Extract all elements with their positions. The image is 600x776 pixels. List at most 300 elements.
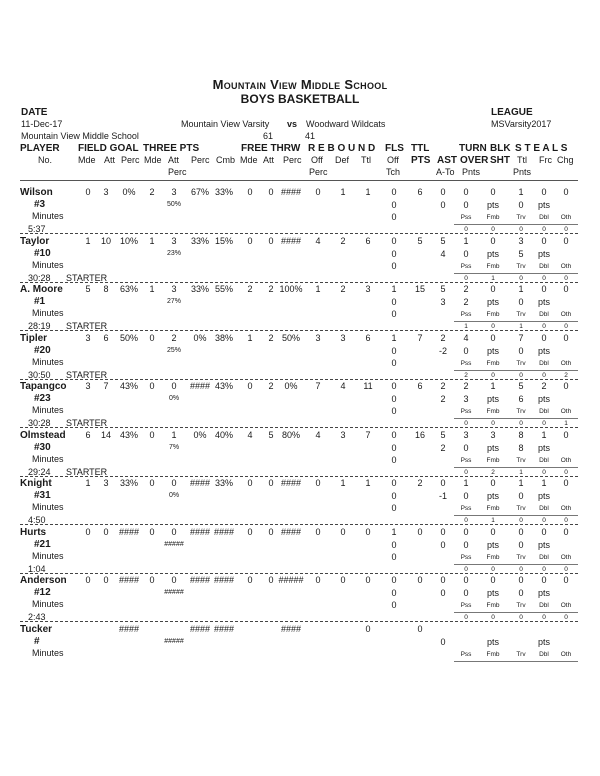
turnover-count: 0 [519, 275, 523, 282]
stat-ft-p: #### [280, 527, 302, 537]
pts-label: pts [537, 637, 550, 647]
stat-cmb: 55% [214, 284, 233, 294]
stat-fg-a: 3 [103, 478, 109, 488]
turnover-type-label: Oth [560, 408, 572, 415]
stat-ft-p: 0% [284, 381, 298, 391]
stat-st-c: 0 [563, 187, 569, 197]
stat-fg-a: 14 [100, 430, 111, 440]
stat-st-f: 0 [541, 333, 547, 343]
stat-tp-p: #### [189, 478, 211, 488]
stat-ft-m: 0 [247, 236, 253, 246]
fouls-touch: 0 [391, 600, 397, 610]
stat-fg-a: 10 [100, 236, 111, 246]
stat-ft-m: 4 [247, 430, 253, 440]
stat-st-t: 0 [518, 575, 524, 585]
turnover-count: 0 [491, 372, 495, 379]
stat-reb-o: 0 [315, 478, 321, 488]
turnover-type-label: Pss [460, 360, 472, 367]
stat-tp-m: 0 [149, 333, 155, 343]
turnover-subrule [454, 467, 578, 468]
minutes-label: Minutes [32, 599, 64, 609]
row-separator [20, 476, 578, 477]
stat-ft-p: 80% [281, 430, 300, 440]
stat-reb-t: 0 [365, 575, 371, 585]
player-number: #12 [34, 587, 51, 598]
stat-st-f: 0 [541, 575, 547, 585]
turnover-points: 0 [463, 200, 469, 210]
turnover-points: 0 [463, 346, 469, 356]
pts-label: pts [537, 540, 550, 550]
stat-st-t: 5 [518, 381, 524, 391]
stat-fg-p: #### [118, 624, 140, 634]
turnover-count: 0 [519, 420, 523, 427]
fouls-offensive: 0 [391, 443, 397, 453]
stat-fg-p: 43% [119, 430, 138, 440]
stat-ast: 0 [440, 527, 446, 537]
stat-tp-a: 3 [171, 236, 177, 246]
fouls-touch: 0 [391, 406, 397, 416]
stat-reb-t: 1 [365, 478, 371, 488]
pts-label: pts [537, 443, 550, 453]
turnover-count: 0 [564, 275, 568, 282]
stat-ttl: 7 [417, 333, 423, 343]
turnover-type-label: Fmb [486, 602, 500, 609]
stat-fls: 0 [391, 381, 397, 391]
fouls-offensive: 0 [391, 249, 397, 259]
pts-label: pts [486, 491, 499, 501]
fouls-offensive: 0 [391, 346, 397, 356]
stat-reb-d: 2 [340, 236, 346, 246]
turnover-type-label: Oth [560, 457, 572, 464]
stat-reb-d: 3 [340, 430, 346, 440]
minutes-label: Minutes [32, 405, 64, 415]
stat-reb-t: 3 [365, 284, 371, 294]
stat-reb-t: 6 [365, 236, 371, 246]
turnover-type-label: Pss [460, 311, 472, 318]
stat-tp-a: 0 [171, 381, 177, 391]
stat-reb-o: 1 [315, 284, 321, 294]
three-pt-attempt-perc: 27% [166, 298, 181, 305]
column-header: Perc [168, 167, 187, 177]
minutes-played: 2:43 [28, 612, 46, 622]
starter-badge: STARTER [66, 273, 108, 283]
stat-ft-p: #### [280, 236, 302, 246]
pts-label: pts [537, 297, 550, 307]
stat-st-f: 0 [541, 527, 547, 537]
stat-ft-p: #### [280, 478, 302, 488]
fouls-touch: 0 [391, 552, 397, 562]
stat-ft-p: ##### [278, 575, 304, 585]
stat-st-c: 0 [563, 284, 569, 294]
turnover-count: 0 [564, 469, 568, 476]
stat-blk: 0 [490, 333, 496, 343]
row-separator [20, 233, 578, 234]
turnover-count: 0 [491, 323, 495, 330]
three-pt-attempt-perc: ##### [164, 638, 184, 645]
stat-ft-a: 0 [268, 478, 274, 488]
pts-label: pts [486, 443, 499, 453]
stat-tp-p: #### [189, 381, 211, 391]
assist-turnover-ratio: 2 [440, 394, 446, 404]
assist-turnover-ratio: -1 [438, 491, 447, 501]
player-name: Tipler [20, 333, 48, 344]
stat-ast: 5 [440, 430, 446, 440]
stat-ft-a: 5 [268, 430, 274, 440]
assist-turnover-ratio: 0 [440, 637, 446, 647]
stat-st-f: 1 [541, 478, 547, 488]
turnover-subrule [454, 418, 578, 419]
turnover-count: 1 [491, 517, 495, 524]
pts-label: pts [537, 394, 550, 404]
game-location: Mountain View Middle School [21, 131, 139, 141]
stat-ft-m: 0 [247, 575, 253, 585]
turnover-count: 0 [519, 614, 523, 621]
stat-st-c: 0 [563, 381, 569, 391]
stat-cmb: #### [213, 575, 235, 585]
turnover-subrule [454, 224, 578, 225]
stat-ft-p: 100% [279, 284, 303, 294]
minutes-played: 30:28 [28, 273, 51, 283]
stat-tp-a: 0 [171, 575, 177, 585]
row-separator [20, 524, 578, 525]
player-name: Tapangco [20, 381, 67, 392]
stat-tp-a: 2 [171, 333, 177, 343]
turnover-count: 0 [564, 517, 568, 524]
stat-turn: 2 [463, 381, 469, 391]
stat-ttl: 0 [417, 527, 423, 537]
stat-ttl: 6 [417, 187, 423, 197]
turnover-type-label: Pss [460, 554, 472, 561]
turnover-points: 0 [463, 588, 469, 598]
stat-ast: 0 [440, 187, 446, 197]
player-name: Hurts [20, 527, 47, 538]
stat-tp-m: 1 [149, 236, 155, 246]
stat-ft-m: 2 [247, 284, 253, 294]
stat-ft-a: 2 [268, 284, 274, 294]
turnover-count: 0 [464, 275, 468, 282]
stat-st-c: 0 [563, 478, 569, 488]
steal-points: 5 [518, 249, 524, 259]
stat-st-f: 0 [541, 284, 547, 294]
stat-reb-d: 2 [340, 284, 346, 294]
turnover-count: 0 [464, 469, 468, 476]
steal-points: 0 [518, 297, 524, 307]
column-header: Def [335, 155, 350, 165]
stat-st-t: 1 [518, 284, 524, 294]
stat-fg-p: 43% [119, 381, 138, 391]
turnover-subrule [454, 612, 578, 613]
turnover-type-label: Fmb [486, 311, 500, 318]
turnover-type-label: Oth [560, 505, 572, 512]
turnover-type-label: Dbl [539, 602, 549, 609]
player-number: #21 [34, 539, 51, 550]
turnover-type-label: Fmb [486, 554, 500, 561]
column-header: PLAYER [20, 143, 60, 154]
turnover-subrule [454, 370, 578, 371]
turnover-points: 2 [463, 297, 469, 307]
stat-st-t: 8 [518, 430, 524, 440]
pts-label: pts [486, 200, 499, 210]
column-header: Perc [121, 155, 140, 165]
stat-turn: 0 [463, 575, 469, 585]
pts-label: pts [486, 637, 499, 647]
turnover-points: 0 [463, 249, 469, 259]
steal-points: 0 [518, 491, 524, 501]
turnover-count: 0 [542, 226, 546, 233]
stat-blk: 3 [490, 430, 496, 440]
player-number: #23 [34, 393, 51, 404]
stat-st-t: 3 [518, 236, 524, 246]
stat-reb-d: 0 [340, 575, 346, 585]
stat-st-t: 1 [518, 478, 524, 488]
stat-reb-t: 7 [365, 430, 371, 440]
away-team: Woodward Wildcats [306, 119, 386, 129]
turnover-count: 2 [564, 372, 568, 379]
column-header: BLK [490, 143, 511, 154]
turnover-points: 0 [463, 540, 469, 550]
turnover-type-label: Dbl [539, 457, 549, 464]
stat-ft-m: 0 [247, 478, 253, 488]
row-separator [20, 330, 578, 331]
stat-ttl: 2 [417, 478, 423, 488]
player-name: Olmstead [20, 430, 66, 441]
turnover-type-label: Trv [516, 651, 526, 658]
stat-ast: 0 [440, 478, 446, 488]
column-header: Mde [78, 155, 96, 165]
stat-reb-d: 1 [340, 478, 346, 488]
stat-tp-p: #### [189, 575, 211, 585]
fouls-offensive: 0 [391, 200, 397, 210]
stat-ttl: 0 [417, 575, 423, 585]
turnover-type-label: Oth [560, 263, 572, 270]
player-name: Wilson [20, 187, 53, 198]
assist-turnover-ratio: 2 [440, 443, 446, 453]
column-header: Att [168, 155, 180, 165]
turnover-count: 0 [564, 566, 568, 573]
stat-st-c: 0 [563, 236, 569, 246]
turnover-type-label: Trv [516, 554, 526, 561]
stat-ttl: 16 [414, 430, 425, 440]
stat-blk: 0 [490, 236, 496, 246]
turnover-points: 0 [463, 443, 469, 453]
turnover-type-label: Fmb [486, 408, 500, 415]
stat-st-c: 0 [563, 430, 569, 440]
column-header: SHT [490, 155, 510, 166]
minutes-label: Minutes [32, 357, 64, 367]
minutes-label: Minutes [32, 454, 64, 464]
player-number: #31 [34, 490, 51, 501]
row-separator [20, 573, 578, 574]
column-header: Pnts [513, 167, 532, 177]
minutes-played: 4:50 [28, 515, 46, 525]
column-header: Pnts [462, 167, 481, 177]
turnover-subrule [454, 273, 578, 274]
stat-reb-o: 4 [315, 236, 321, 246]
three-pt-attempt-perc: ##### [164, 589, 184, 596]
stat-reb-o: 0 [315, 527, 321, 537]
minutes-label: Minutes [32, 648, 64, 658]
stat-turn: 4 [463, 333, 469, 343]
turnover-count: 1 [564, 420, 568, 427]
turnover-type-label: Trv [516, 263, 526, 270]
league-name: MSVarsity2017 [491, 119, 552, 129]
stat-turn: 1 [463, 478, 469, 488]
stat-cmb: 43% [214, 381, 233, 391]
turnover-type-label: Fmb [486, 263, 500, 270]
column-header: Off [387, 155, 399, 165]
fouls-offensive: 0 [391, 491, 397, 501]
report-subtitle: BOYS BASKETBALL [240, 92, 360, 106]
column-header: PTS [411, 155, 431, 166]
column-header: S T E A L S [515, 143, 568, 154]
stat-fg-p: 33% [119, 478, 138, 488]
league-label: LEAGUE [491, 107, 533, 118]
turnover-type-label: Oth [560, 651, 572, 658]
stat-reb-d: 4 [340, 381, 346, 391]
stat-ttl: 5 [417, 236, 423, 246]
column-header: Tch [386, 167, 401, 177]
header-rule [20, 180, 578, 181]
turnover-count: 0 [464, 517, 468, 524]
turnover-count: 0 [464, 226, 468, 233]
three-pt-attempt-perc: 50% [166, 201, 181, 208]
turnover-type-label: Trv [516, 505, 526, 512]
pts-label: pts [537, 588, 550, 598]
column-header: AST [437, 155, 457, 166]
stat-ft-a: 0 [268, 527, 274, 537]
pts-label: pts [486, 249, 499, 259]
turnover-type-label: Dbl [539, 311, 549, 318]
turnover-type-label: Oth [560, 311, 572, 318]
stat-ft-a: 0 [268, 187, 274, 197]
player-number: #1 [34, 296, 46, 307]
turnover-type-label: Dbl [539, 214, 549, 221]
stat-reb-d: 1 [340, 187, 346, 197]
stat-tp-a: 0 [171, 527, 177, 537]
player-name: Anderson [20, 575, 67, 586]
fouls-touch: 0 [391, 455, 397, 465]
column-header: THREE PTS [143, 143, 200, 154]
steal-points: 0 [518, 200, 524, 210]
three-pt-attempt-perc: 0% [168, 492, 180, 499]
row-separator [20, 621, 578, 622]
turnover-type-label: Pss [460, 651, 472, 658]
stat-tp-m: 0 [149, 527, 155, 537]
column-header: TURN [459, 143, 487, 154]
stat-fg-a: 7 [103, 381, 109, 391]
column-header: FIELD GOAL [78, 143, 139, 154]
starter-badge: STARTER [66, 321, 108, 331]
pts-label: pts [486, 540, 499, 550]
steal-points: 0 [518, 540, 524, 550]
stat-fls: 0 [391, 236, 397, 246]
column-header: OVER [460, 155, 489, 166]
turnover-type-label: Fmb [486, 360, 500, 367]
stat-tp-m: 0 [149, 478, 155, 488]
turnover-count: 0 [491, 420, 495, 427]
three-pt-attempt-perc: 25% [166, 347, 181, 354]
stat-fg-a: 0 [103, 527, 109, 537]
stat-ft-a: 0 [268, 575, 274, 585]
pts-label: pts [486, 346, 499, 356]
stat-tp-p: 33% [190, 284, 209, 294]
turnover-type-label: Dbl [539, 408, 549, 415]
stat-tp-p: 67% [190, 187, 209, 197]
turnover-count: 0 [464, 566, 468, 573]
turnover-type-label: Dbl [539, 263, 549, 270]
pts-label: pts [486, 297, 499, 307]
stat-fg-m: 6 [85, 430, 91, 440]
stat-cmb: 33% [214, 187, 233, 197]
fouls-touch: 0 [391, 358, 397, 368]
column-header: TTL [411, 143, 430, 154]
turnover-type-label: Fmb [486, 214, 500, 221]
turnover-type-label: Trv [516, 457, 526, 464]
stat-blk: 1 [490, 381, 496, 391]
player-number: #3 [34, 199, 46, 210]
stat-tp-p: 0% [193, 333, 207, 343]
column-header: FLS [385, 143, 404, 154]
column-header: A-To [436, 167, 455, 177]
stat-fg-m: 0 [85, 187, 91, 197]
stat-fg-m: 1 [85, 236, 91, 246]
stat-ast: 5 [440, 236, 446, 246]
stat-fg-a: 3 [103, 187, 109, 197]
stat-st-t: 1 [518, 187, 524, 197]
turnover-count: 0 [564, 226, 568, 233]
column-header: R E B O U N D [308, 143, 376, 154]
stat-reb-o: 7 [315, 381, 321, 391]
assist-turnover-ratio: 3 [440, 297, 446, 307]
turnover-type-label: Fmb [486, 457, 500, 464]
stat-fg-a: 0 [103, 575, 109, 585]
turnover-count: 0 [542, 372, 546, 379]
player-number: #10 [34, 248, 51, 259]
stat-turn: 2 [463, 284, 469, 294]
turnover-count: 1 [519, 323, 523, 330]
turnover-type-label: Dbl [539, 505, 549, 512]
three-pt-attempt-perc: 23% [166, 250, 181, 257]
starter-badge: STARTER [66, 418, 108, 428]
stat-st-c: 0 [563, 527, 569, 537]
turnover-type-label: Oth [560, 554, 572, 561]
stat-fls: 1 [391, 284, 397, 294]
stat-reb-t: 0 [365, 624, 371, 634]
stat-ft-m: 0 [247, 527, 253, 537]
starter-badge: STARTER [66, 467, 108, 477]
turnover-count: 0 [519, 372, 523, 379]
player-name: A. Moore [20, 284, 63, 295]
turnover-count: 0 [491, 566, 495, 573]
stat-fls: 0 [391, 575, 397, 585]
stat-fg-m: 0 [85, 575, 91, 585]
stat-reb-t: 6 [365, 333, 371, 343]
steal-points: 0 [518, 346, 524, 356]
minutes-played: 28:19 [28, 321, 51, 331]
fouls-touch: 0 [391, 261, 397, 271]
pts-label: pts [537, 200, 550, 210]
stat-cmb: 33% [214, 478, 233, 488]
turnover-count: 0 [564, 323, 568, 330]
pts-label: pts [537, 249, 550, 259]
stat-turn: 1 [463, 236, 469, 246]
stat-reb-t: 1 [365, 187, 371, 197]
stat-tp-a: 3 [171, 187, 177, 197]
stat-tp-p: #### [189, 624, 211, 634]
turnover-count: 0 [542, 517, 546, 524]
column-header: Perc [283, 155, 302, 165]
player-name: Tucker [20, 624, 53, 635]
